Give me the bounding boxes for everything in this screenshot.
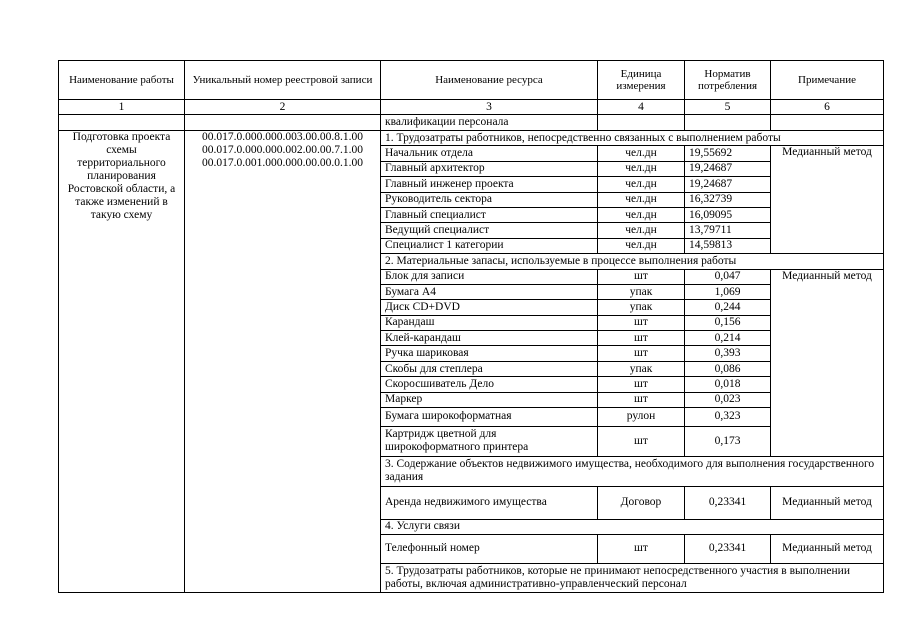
unit-cell: шт bbox=[598, 331, 685, 346]
norm-value: 14,59813 bbox=[685, 238, 771, 253]
unit-cell: шт bbox=[598, 534, 685, 563]
resource-name: Специалист 1 категории bbox=[381, 238, 598, 253]
norm-value: 16,09095 bbox=[685, 207, 771, 222]
norm-value: 16,32739 bbox=[685, 192, 771, 207]
unit-cell: чел.дн bbox=[598, 161, 685, 176]
unit-cell: чел.дн bbox=[598, 146, 685, 161]
empty-cell bbox=[59, 115, 185, 131]
unit-cell: чел.дн bbox=[598, 177, 685, 192]
resource-name: Клей-карандаш bbox=[381, 331, 598, 346]
header-registry-number: Уникальный номер реестровой записи bbox=[185, 61, 381, 100]
registry-number-cell bbox=[185, 131, 381, 593]
resource-name: Главный специалист bbox=[381, 207, 598, 222]
unit-cell: чел.дн bbox=[598, 223, 685, 238]
resource-name: Скоросшиватель Дело bbox=[381, 377, 598, 392]
resource-name: Маркер bbox=[381, 392, 598, 407]
resource-name: Ведущий специалист bbox=[381, 223, 598, 238]
norm-value: 0,018 bbox=[685, 377, 771, 392]
norm-value: 19,55692 bbox=[685, 146, 771, 161]
unit-cell: шт bbox=[598, 269, 685, 284]
section-title: 3. Содержание объектов недвижимого имущества, необходимого для выполнения государственного задания bbox=[381, 456, 884, 486]
resource-name: Телефонный номер bbox=[381, 534, 598, 563]
registry-number: 00.017.0.000.000.003.00.00.8.1.00 bbox=[202, 131, 363, 143]
column-number-row bbox=[59, 100, 884, 115]
resource-name: Бумага широкоформатная bbox=[381, 408, 598, 427]
norm-value: 19,24687 bbox=[685, 177, 771, 192]
resource-name: Диск CD+DVD bbox=[381, 300, 598, 315]
norm-value: 0,214 bbox=[685, 331, 771, 346]
note-cell: Медианный метод bbox=[771, 486, 884, 519]
header-work-name: Наименование работы bbox=[59, 61, 185, 100]
norm-value: 0,23341 bbox=[685, 486, 771, 519]
column-number: 4 bbox=[598, 100, 685, 115]
norm-value: 0,23341 bbox=[685, 534, 771, 563]
resource-name: Бумага А4 bbox=[381, 284, 598, 299]
empty-cell bbox=[685, 115, 771, 131]
resource-name: Блок для записи bbox=[381, 269, 598, 284]
column-number: 3 bbox=[381, 100, 598, 115]
norm-value: 0,023 bbox=[685, 392, 771, 407]
header-row bbox=[59, 61, 884, 100]
norm-value: 0,323 bbox=[685, 408, 771, 427]
unit-cell: рулон bbox=[598, 408, 685, 427]
unit-cell: чел.дн bbox=[598, 238, 685, 253]
unit-cell: Договор bbox=[598, 486, 685, 519]
resource-name: Ручка шариковая bbox=[381, 346, 598, 361]
resource-name: Главный инженер проекта bbox=[381, 177, 598, 192]
continued-text: квалификации персонала bbox=[381, 115, 598, 131]
section-row bbox=[59, 131, 884, 146]
empty-cell bbox=[771, 115, 884, 131]
unit-cell: упак bbox=[598, 361, 685, 376]
norm-value: 0,086 bbox=[685, 361, 771, 376]
empty-cell bbox=[598, 115, 685, 131]
note-cell: Медианный метод bbox=[771, 146, 884, 254]
norm-value: 0,173 bbox=[685, 426, 771, 456]
column-number: 1 bbox=[59, 100, 185, 115]
section-title: 5. Трудозатраты работников, которые не принимают непосредственного участия в выполнении работы, включая административно-управленческий персонал bbox=[381, 563, 884, 592]
resource-name: Аренда недвижимого имущества bbox=[381, 486, 598, 519]
unit-cell: чел.дн bbox=[598, 207, 685, 222]
empty-cell bbox=[185, 115, 381, 131]
header-unit: Единица измерения bbox=[598, 61, 685, 100]
resource-norms-table bbox=[58, 60, 884, 593]
header-note: Примечание bbox=[771, 61, 884, 100]
column-number: 5 bbox=[685, 100, 771, 115]
unit-cell: шт bbox=[598, 377, 685, 392]
header-norm: Норматив потребления bbox=[685, 61, 771, 100]
unit-cell: чел.дн bbox=[598, 192, 685, 207]
table-body bbox=[59, 61, 884, 593]
registry-number: 00.017.0.000.000.002.00.00.7.1.00 bbox=[202, 144, 363, 156]
header-resource-name: Наименование ресурса bbox=[381, 61, 598, 100]
unit-cell: шт bbox=[598, 315, 685, 330]
unit-cell: шт bbox=[598, 392, 685, 407]
section-title: 4. Услуги связи bbox=[381, 519, 884, 534]
norm-value: 0,047 bbox=[685, 269, 771, 284]
section-title: 1. Трудозатраты работников, непосредственно связанных с выполнением работы bbox=[381, 131, 884, 146]
unit-cell: упак bbox=[598, 284, 685, 299]
note-cell: Медианный метод bbox=[771, 269, 884, 456]
section-title: 2. Материальные запасы, используемые в процессе выполнения работы bbox=[381, 254, 884, 269]
unit-cell: упак bbox=[598, 300, 685, 315]
continued-row bbox=[59, 115, 884, 131]
resource-name: Главный архитектор bbox=[381, 161, 598, 176]
note-cell: Медианный метод bbox=[771, 534, 884, 563]
resource-name: Руководитель сектора bbox=[381, 192, 598, 207]
norm-value: 1,069 bbox=[685, 284, 771, 299]
column-number: 6 bbox=[771, 100, 884, 115]
column-number: 2 bbox=[185, 100, 381, 115]
resource-name: Начальник отдела bbox=[381, 146, 598, 161]
norm-value: 0,156 bbox=[685, 315, 771, 330]
norm-value: 19,24687 bbox=[685, 161, 771, 176]
unit-cell: шт bbox=[598, 426, 685, 456]
resource-name: Карандаш bbox=[381, 315, 598, 330]
resource-name: Скобы для степлера bbox=[381, 361, 598, 376]
norm-value: 0,244 bbox=[685, 300, 771, 315]
norm-value: 13,79711 bbox=[685, 223, 771, 238]
unit-cell: шт bbox=[598, 346, 685, 361]
registry-number: 00.017.0.001.000.000.00.00.0.1.00 bbox=[202, 157, 363, 169]
work-name-cell: Подготовка проекта схемы территориального планирования Ростовской области, а также изменений в такую схему bbox=[59, 131, 185, 593]
norm-value: 0,393 bbox=[685, 346, 771, 361]
resource-name: Картридж цветной для широкоформатного принтера bbox=[381, 426, 598, 456]
